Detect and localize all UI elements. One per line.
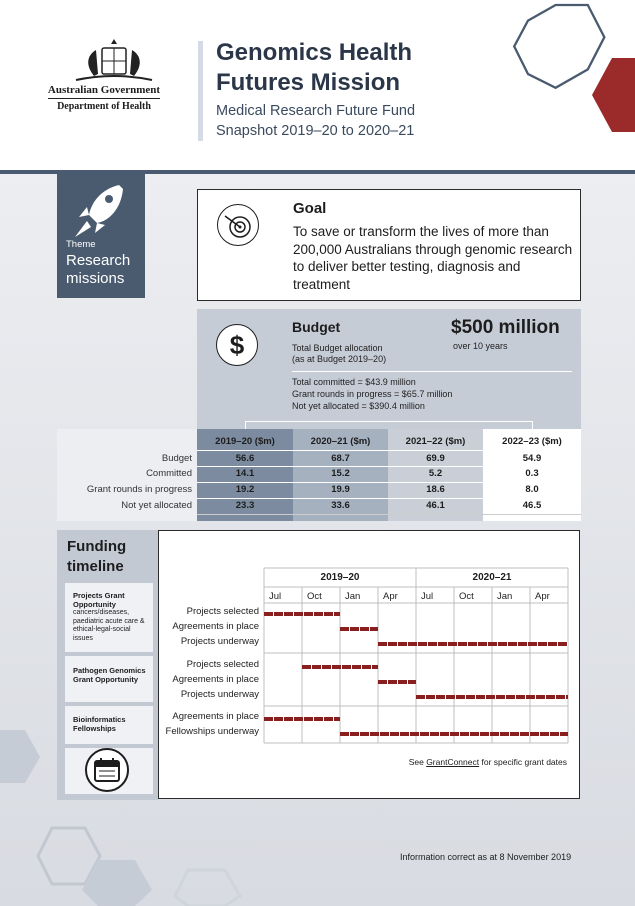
table-cell: 8.0: [525, 484, 539, 495]
row-divider: [197, 466, 581, 467]
table-row-label: Not yet allocated: [121, 500, 192, 511]
table-cell: 46.1: [426, 500, 445, 511]
timeline-row-label: Projects underway: [180, 689, 259, 700]
month-label: Oct: [459, 591, 474, 602]
funding-item-title: Pathogen Genomics Grant Opportunity: [73, 666, 146, 684]
table-cell: 0.3: [525, 468, 539, 479]
table-cell: 19.2: [235, 484, 255, 495]
budget-bracket: [245, 421, 533, 429]
subtitle-fund: Medical Research Future Fund: [216, 103, 416, 119]
coat-of-arms-icon: [66, 36, 162, 86]
table-cell: 14.1: [235, 468, 255, 479]
table-cell: 18.6: [426, 484, 445, 495]
timeline-bar: [416, 695, 568, 699]
dollar-glyph: $: [229, 330, 245, 360]
table-cell: 56.6: [235, 453, 255, 464]
calendar-icon: [85, 748, 129, 792]
budget-note-line1: Total Budget allocation: [292, 343, 383, 353]
month-label: Apr: [535, 591, 550, 602]
month-label: Apr: [383, 591, 398, 602]
budget-heading: Budget: [292, 319, 341, 335]
row-divider: [197, 498, 581, 499]
target-icon: [217, 204, 259, 246]
budget-note-line2: (as at Budget 2019–20): [292, 354, 387, 364]
row-divider: [197, 482, 581, 483]
timeline-row-label: Agreements in place: [172, 674, 259, 685]
table-header: 2021–22 ($m): [405, 436, 466, 447]
timeline-row-label: Projects selected: [186, 659, 259, 670]
month-label: Oct: [307, 591, 322, 602]
department-name: Department of Health: [57, 101, 151, 112]
theme-label: Theme: [66, 239, 96, 250]
table-cell: 23.3: [235, 500, 255, 511]
timeline-row-label: Projects selected: [186, 606, 259, 617]
funding-item-detail: cancers/diseases, paediatric acute care & ethical-legal-social issues: [73, 609, 145, 642]
dollar-icon: [216, 324, 258, 366]
table-cell: 69.9: [426, 453, 445, 464]
grantconnect-link[interactable]: GrantConnect: [426, 757, 480, 767]
year-label: 2019–20: [320, 572, 360, 583]
table-cell: 54.9: [522, 453, 542, 464]
funding-item-pathogen: [65, 656, 153, 702]
goal-heading: Goal: [293, 200, 327, 217]
funding-item-title: Bioinformatics Fellowships: [73, 715, 126, 733]
hexagon-decoration-icon: [30, 820, 260, 906]
grantconnect-note: [409, 757, 567, 767]
budget-divider: [292, 371, 572, 372]
row-divider: [197, 514, 581, 515]
rocket-icon: [71, 181, 127, 241]
target-glyph: [223, 210, 253, 240]
budget-not-allocated-total: Not yet allocated = $390.4 million: [292, 401, 425, 411]
timeline-bar: [378, 642, 568, 646]
page-title: Genomics Health Futures Mission: [216, 39, 413, 96]
goal-text: To save or transform the lives of more than 200,000 Australians through genomic research to deliver better testing, diagnosis and treatment: [293, 224, 573, 292]
budget-committed-total: Total committed = $43.9 million: [292, 377, 416, 387]
see-text: See: [408, 757, 424, 767]
budget-amount-note: over 10 years: [453, 341, 508, 351]
funding-item-projects: [65, 583, 153, 652]
table-cell: 46.5: [522, 500, 542, 511]
funding-item-title: Projects Grant Opportunity: [73, 591, 125, 609]
month-label: Jul: [269, 591, 282, 602]
table-row-label: Budget: [161, 453, 192, 464]
subtitle-period: Snapshot 2019–20 to 2020–21: [216, 123, 415, 139]
theme-name: Research missions: [66, 252, 131, 287]
theme-panel: [57, 173, 145, 298]
budget-panel: [197, 309, 581, 429]
timeline-panel: [158, 530, 580, 799]
hexagon-decoration-icon: [500, 0, 635, 140]
funding-item-bioinformatics: [65, 706, 153, 744]
year-label: 2020–21: [472, 572, 512, 583]
table-row-label: Grant rounds in progress: [86, 484, 192, 495]
funding-heading-line1: Funding: [67, 538, 127, 555]
timeline-row-label: Projects underway: [180, 636, 259, 647]
table-cell: 5.2: [428, 468, 443, 479]
table-cell: 68.7: [331, 453, 350, 464]
timeline-row-label: Agreements in place: [172, 621, 259, 632]
goal-panel: [197, 189, 581, 301]
timeline-bar: [340, 627, 378, 631]
timeline-bar: [340, 732, 568, 736]
table-row-label: Committed: [146, 468, 192, 479]
see-suffix: for specific grant dates: [481, 757, 567, 767]
timeline-bar: [264, 717, 340, 721]
month-label: Jan: [345, 591, 361, 602]
month-label: Jul: [421, 591, 434, 602]
timeline-row-label: Fellowships underway: [165, 726, 259, 737]
table-cell: 33.6: [331, 500, 350, 511]
org-name: Australian Government: [47, 84, 161, 96]
org-divider: [48, 98, 160, 99]
table-cell: 15.2: [331, 468, 350, 479]
table-header: 2022–23 ($m): [502, 436, 562, 447]
title-accent-bar: [198, 41, 203, 141]
timeline-row-label: Agreements in place: [172, 711, 259, 722]
funding-sidebar: [57, 530, 158, 800]
budget-grant-rounds-total: Grant rounds in progress = $65.7 million: [292, 389, 453, 399]
row-divider: [197, 450, 581, 451]
month-label: Jan: [497, 591, 513, 602]
hexagon-decoration-icon: [0, 725, 40, 785]
footer-info: Information correct as at 8 November 2019: [400, 852, 572, 862]
timeline-bar: [302, 665, 378, 669]
funding-heading-line2: timeline: [67, 558, 124, 575]
budget-amount: $500 million: [451, 317, 560, 338]
table-cell: 19.9: [331, 484, 350, 495]
table-header: 2019–20 ($m): [215, 436, 275, 447]
timeline-bar: [264, 612, 340, 616]
timeline-bar: [378, 680, 416, 684]
table-header: 2020–21 ($m): [310, 436, 371, 447]
calendar-glyph: [93, 757, 121, 783]
